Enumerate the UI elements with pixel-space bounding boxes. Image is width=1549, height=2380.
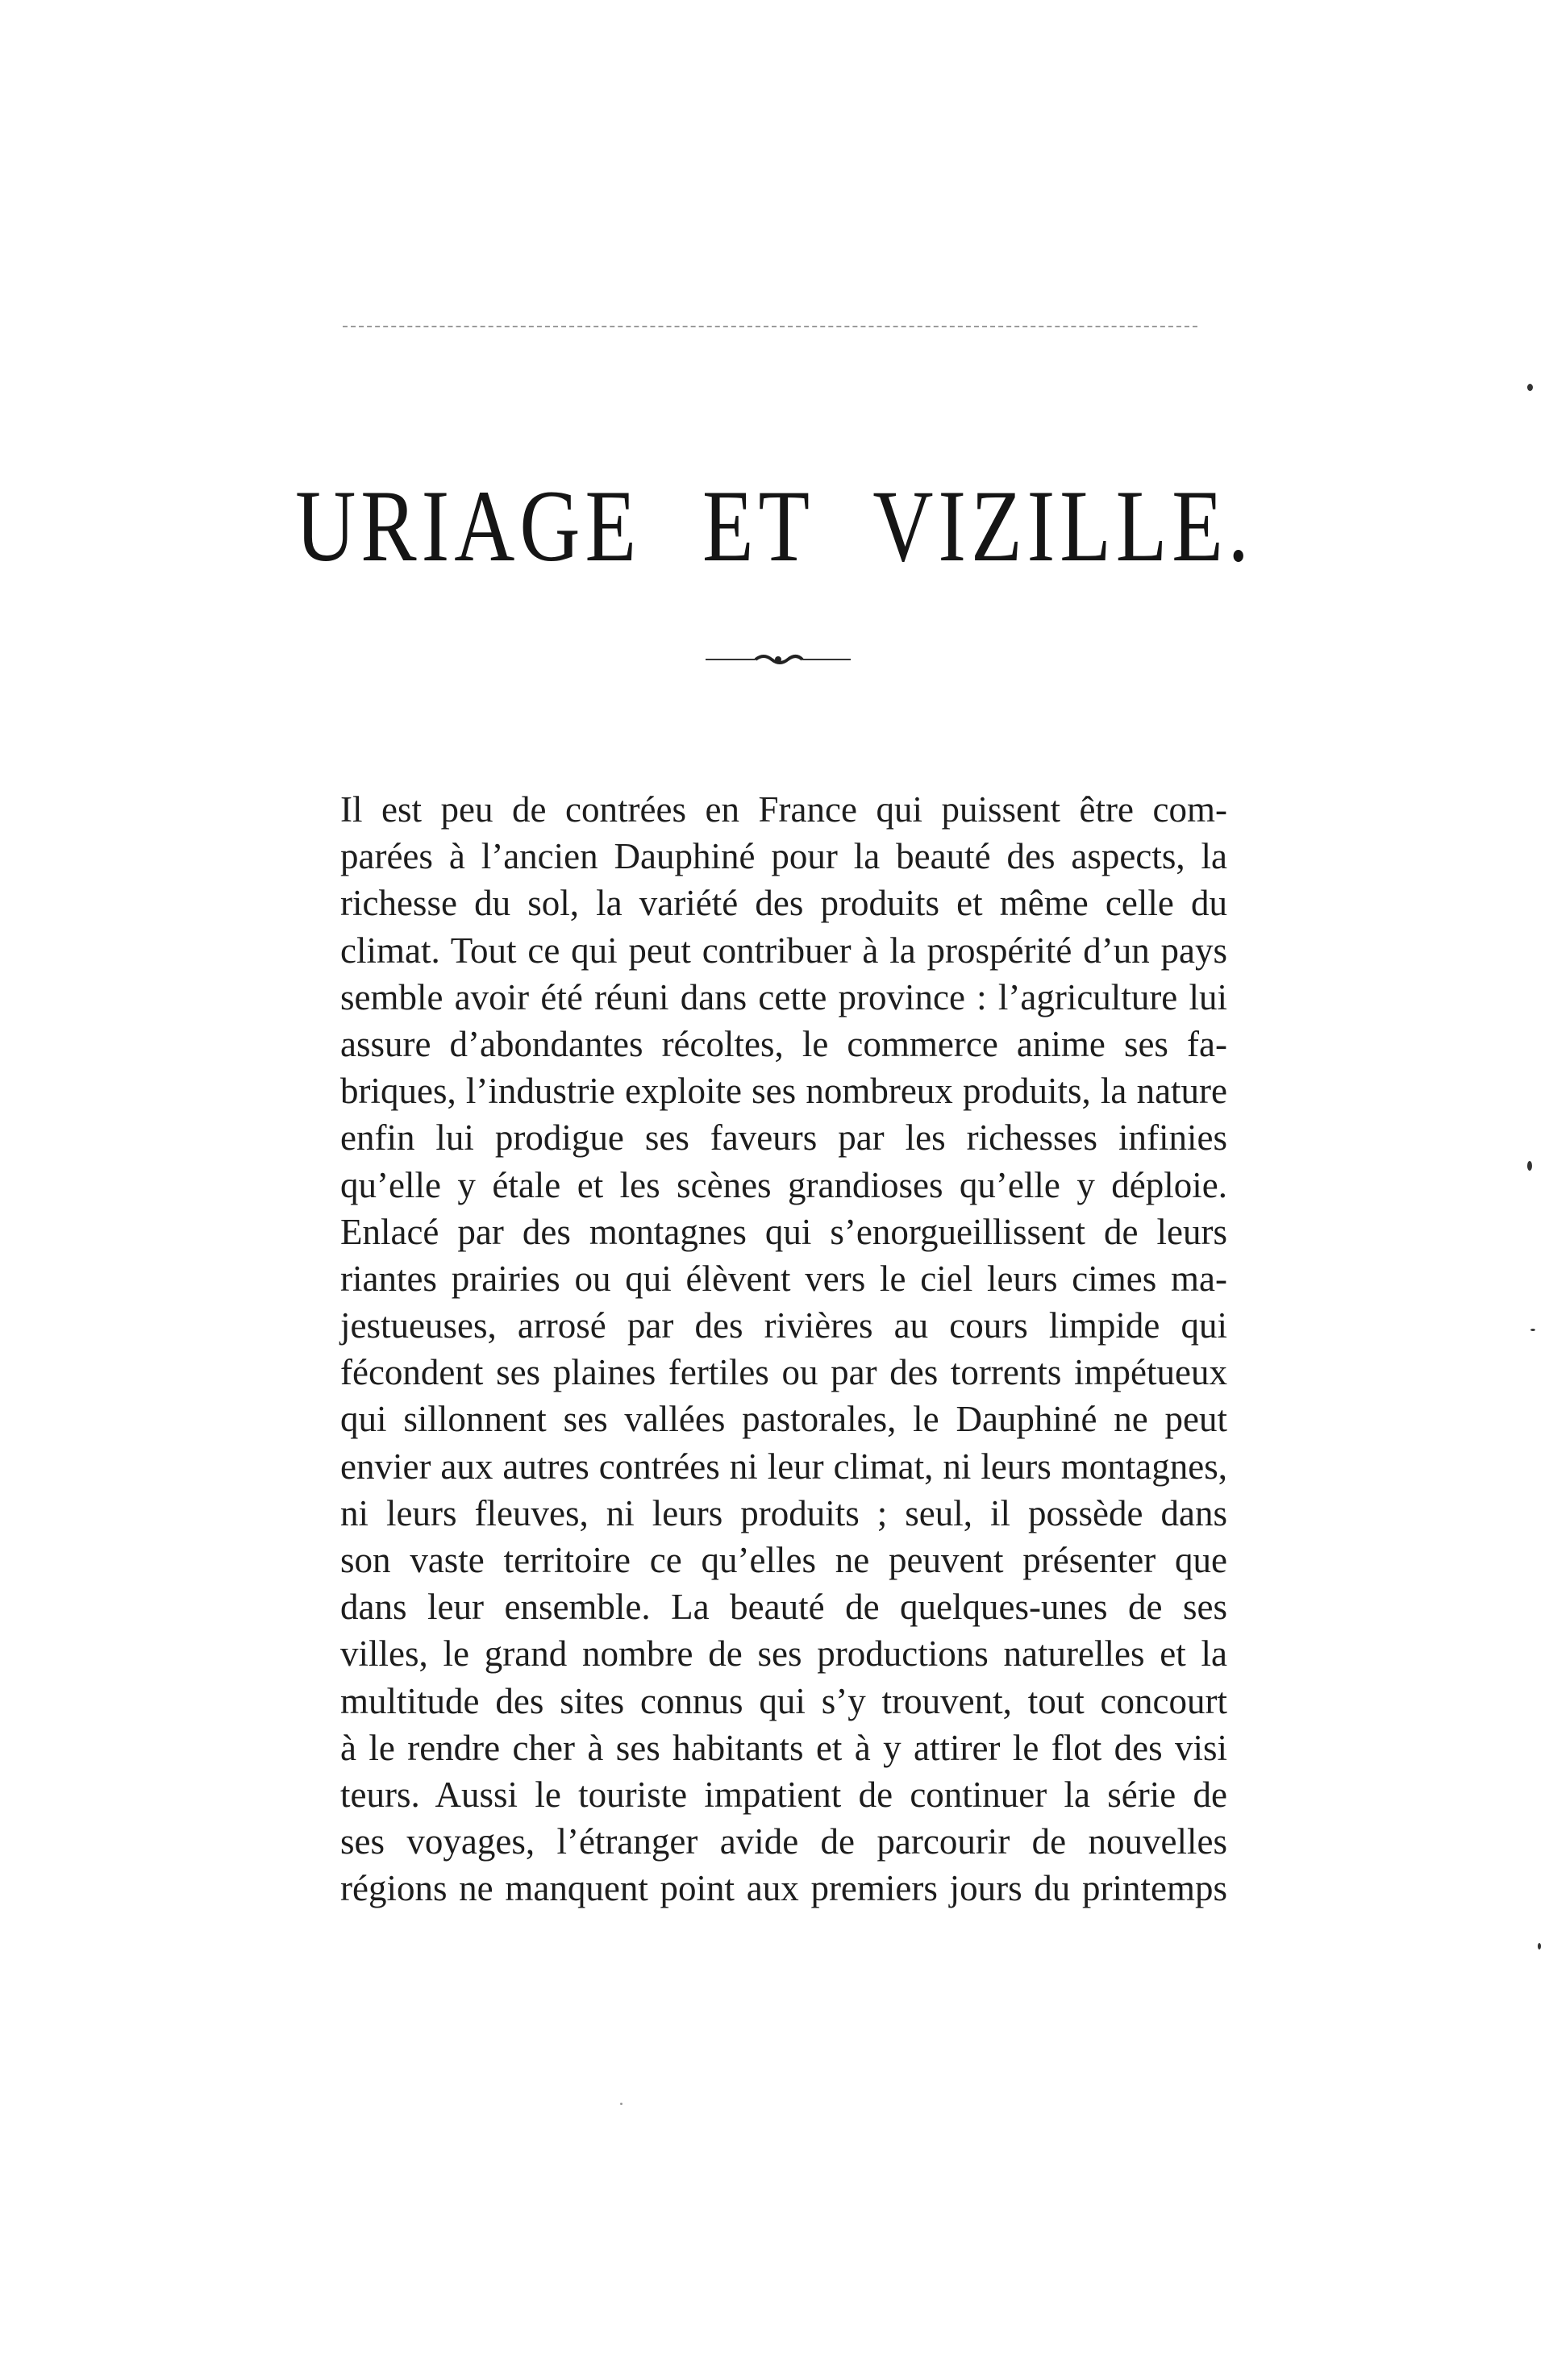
text-line: qu’elle y étale et les scènes grandioses qu’elle y déploie. [340,1164,1227,1205]
text-line: dans leur ensemble. La beauté de quelques-unes de ses [340,1587,1227,1628]
text-line: parées à l’ancien Dauphiné pour la beauté des aspects, la [340,836,1227,877]
chapter-title: URIAGE ET VIZILLE. [295,469,1254,583]
text-line: à le rendre cher à ses habitants et à y attirer le flot des visi [340,1727,1227,1768]
text-line: fécondent ses plaines fertiles ou par des torrents impétueux [340,1352,1227,1393]
margin-speck [1530,1329,1535,1331]
body-paragraph [340,786,1227,1912]
text-line: semble avoir été réuni dans cette province : l’agriculture lui [340,976,1227,1017]
text-line: assure d’abondantes récoltes, le commerce anime ses fa- [340,1023,1227,1064]
header-rule [343,326,1197,330]
text-line: Il est peu de contrées en France qui puissent être com- [340,789,1227,830]
text-line: multitude des sites connus qui s’y trouvent, tout concourt [340,1680,1227,1721]
text-line: riantes prairies ou qui élèvent vers le ciel leurs cimes ma- [340,1258,1227,1299]
margin-speck [620,2103,623,2105]
text-line: qui sillonnent ses vallées pastorales, le Dauphiné ne peut [340,1399,1227,1440]
text-line: climat. Tout ce qui peut contribuer à la prospérité d’un pays [340,930,1227,971]
text-line: Enlacé par des montagnes qui s’enorgueillissent de leurs [340,1211,1227,1252]
text-line: enfin lui prodigue ses faveurs par les richesses infinies [340,1117,1227,1159]
margin-speck [1527,1161,1532,1171]
title-ornament [706,651,851,668]
text-line: régions ne manquent point aux premiers jours du printemps [340,1868,1227,1909]
text-line: ni leurs fleuves, ni leurs produits ; seul, il possède dans [340,1492,1227,1533]
margin-speck [1527,384,1533,391]
text-line: briques, l’industrie exploite ses nombreux produits, la nature [340,1071,1227,1112]
text-line: son vaste territoire ce qu’elles ne peuvent présenter que [340,1540,1227,1580]
text-line: jestueuses, arrosé par des rivières au cours limpide qui [340,1305,1227,1346]
text-line: richesse du sol, la variété des produits et même celle du [340,883,1227,924]
margin-speck [1538,1943,1541,1949]
text-line: envier aux autres contrées ni leur climat, ni leurs montagnes, [340,1446,1227,1487]
text-line: ses voyages, l’étranger avide de parcourir de nouvelles [340,1821,1227,1862]
text-line: villes, le grand nombre de ses productions naturelles et la [340,1633,1227,1675]
text-line: teurs. Aussi le touriste impatient de continuer la série de [340,1774,1227,1815]
